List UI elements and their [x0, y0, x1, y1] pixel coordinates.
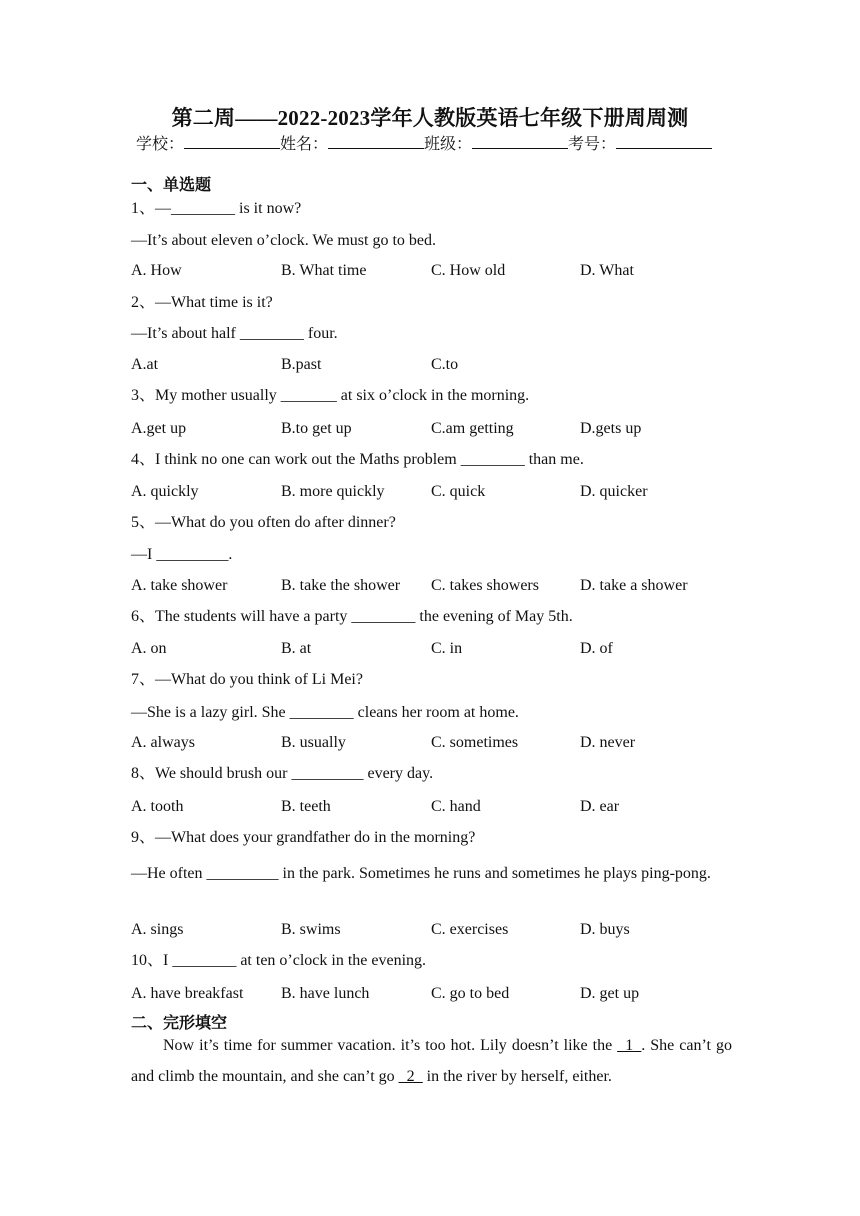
option-b[interactable]: B.to get up — [281, 420, 352, 437]
option-d[interactable]: D. of — [580, 640, 613, 657]
option-a[interactable]: A. How — [131, 262, 182, 279]
option-c[interactable]: C. quick — [431, 483, 486, 500]
option-b[interactable]: B. at — [281, 640, 312, 657]
option-b[interactable]: B. swims — [281, 921, 341, 938]
question-7-line-2: —She is a lazy girl. She ________ cleans her room at home. — [131, 704, 519, 721]
option-a[interactable]: A. quickly — [131, 483, 199, 500]
name-blank[interactable] — [328, 133, 424, 149]
option-c[interactable]: C. go to bed — [431, 985, 510, 1002]
option-a[interactable]: A.at — [131, 356, 159, 373]
option-c[interactable]: C.to — [431, 356, 459, 373]
option-a[interactable]: A. take shower — [131, 577, 228, 594]
option-d[interactable]: D. get up — [580, 985, 640, 1002]
option-d[interactable]: D. never — [580, 734, 636, 751]
question-9-stem: 9、—What does your grandfather do in the morning? — [131, 829, 476, 846]
question-5-stem: 5、—What do you often do after dinner? — [131, 514, 396, 531]
option-d[interactable]: D. take a shower — [580, 577, 688, 594]
question-2-line-2: —It’s about half ________ four. — [131, 325, 338, 342]
option-b[interactable]: B. have lunch — [281, 985, 370, 1002]
option-b[interactable]: B. What time — [281, 262, 367, 279]
section-title-single-choice: 一、单选题 — [131, 177, 212, 194]
page-title: 第二周——2022-2023学年人教版英语七年级下册周周测 — [171, 106, 689, 130]
question-3-stem: 3、My mother usually _______ at six o’clock in the morning. — [131, 387, 530, 404]
option-c[interactable]: C. in — [431, 640, 463, 657]
option-d[interactable]: D. ear — [580, 798, 620, 815]
option-c[interactable]: C. How old — [431, 262, 506, 279]
option-a[interactable]: A. always — [131, 734, 195, 751]
option-b[interactable]: B. take the shower — [281, 577, 401, 594]
number-blank[interactable] — [616, 133, 712, 149]
option-c[interactable]: C. takes showers — [431, 577, 539, 594]
question-2-stem: 2、—What time is it? — [131, 294, 273, 311]
blank-1[interactable]: _1_ — [617, 1037, 642, 1054]
cloze-passage — [131, 1030, 732, 1092]
school-blank[interactable] — [184, 133, 280, 149]
class-label: 班级： — [424, 136, 473, 153]
class-blank[interactable] — [472, 133, 568, 149]
question-8-stem: 8、We should brush our _________ every day. — [131, 765, 434, 782]
question-6-stem: 6、The students will have a party ________ the evening of May 5th. — [131, 608, 573, 625]
option-a[interactable]: A. tooth — [131, 798, 184, 815]
passage-text-3: in the river by herself, either. — [422, 1068, 612, 1085]
option-b[interactable]: B.past — [281, 356, 322, 373]
option-a[interactable]: A. have breakfast — [131, 985, 244, 1002]
question-7-stem: 7、—What do you think of Li Mei? — [131, 671, 363, 688]
question-1-stem: 1、—________ is it now? — [131, 200, 302, 217]
option-c[interactable]: C. exercises — [431, 921, 509, 938]
student-info-row — [136, 133, 712, 156]
question-1-line-2: —It’s about eleven o’clock. We must go to bed. — [131, 232, 437, 249]
option-a[interactable]: A. sings — [131, 921, 184, 938]
option-c[interactable]: C. sometimes — [431, 734, 519, 751]
option-d[interactable]: D. quicker — [580, 483, 648, 500]
blank-2[interactable]: _2_ — [398, 1068, 423, 1085]
number-label: 考号： — [568, 136, 617, 153]
option-d[interactable]: D. buys — [580, 921, 630, 938]
passage-text-2: . She can’t go and climb the mountain, and she can’t go — [131, 1037, 732, 1085]
question-4-stem: 4、I think no one can work out the Maths problem ________ than me. — [131, 451, 584, 468]
section-title-cloze: 二、完形填空 — [131, 1015, 228, 1032]
option-d[interactable]: D.gets up — [580, 420, 642, 437]
option-b[interactable]: B. usually — [281, 734, 346, 751]
question-9-line-2: —He often _________ in the park. Sometimes he runs and sometimes he plays ping-pong. — [131, 865, 711, 882]
option-c[interactable]: C. hand — [431, 798, 481, 815]
question-10-stem: 10、I ________ at ten o’clock in the evening. — [131, 952, 427, 969]
name-label: 姓名： — [280, 136, 329, 153]
option-b[interactable]: B. teeth — [281, 798, 331, 815]
option-b[interactable]: B. more quickly — [281, 483, 385, 500]
passage-text-1: Now it’s time for summer vacation. it’s too hot. Lily doesn’t like the — [163, 1037, 618, 1054]
option-d[interactable]: D. What — [580, 262, 634, 279]
question-5-line-2: —I _________. — [131, 546, 233, 563]
school-label: 学校： — [136, 136, 185, 153]
option-c[interactable]: C.am getting — [431, 420, 514, 437]
option-a[interactable]: A.get up — [131, 420, 187, 437]
option-a[interactable]: A. on — [131, 640, 167, 657]
